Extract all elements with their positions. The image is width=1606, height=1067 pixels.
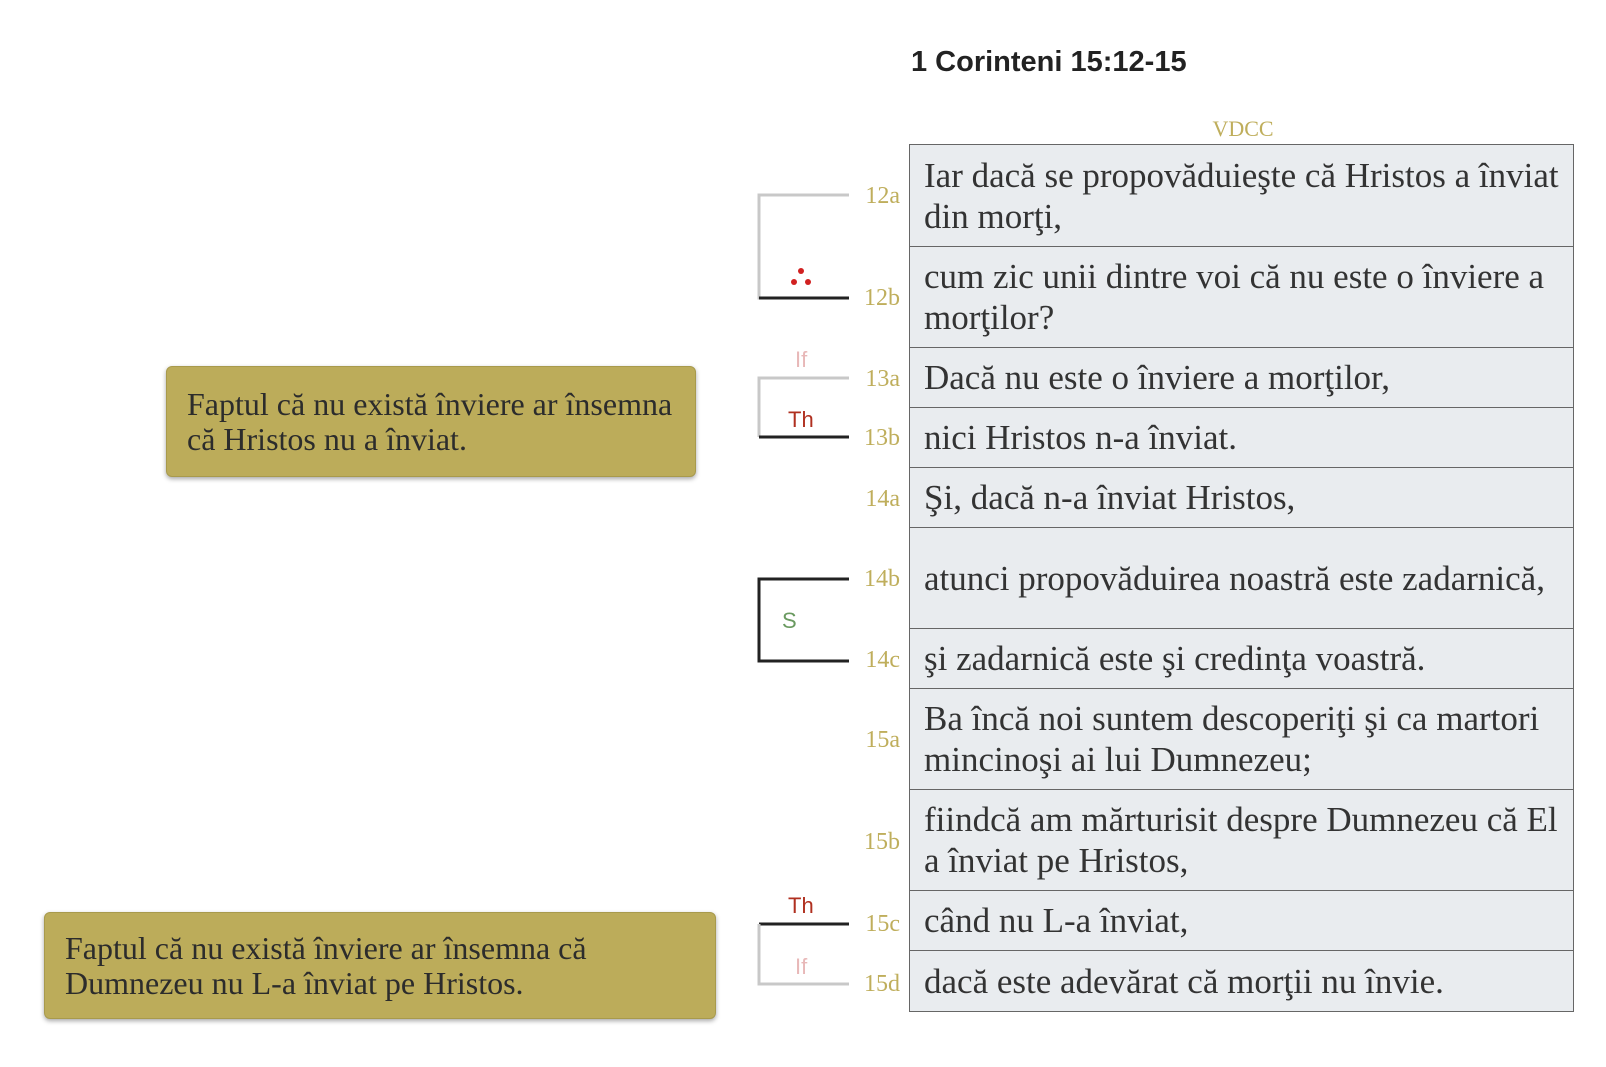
verse-ref-14c: 14c xyxy=(865,647,900,673)
series-label-14: S xyxy=(782,608,797,633)
if-label-15: If xyxy=(795,954,808,979)
verse-ref-13b: 13b xyxy=(864,425,900,451)
verse-row-15a: Ba încă noi suntem descoperiţi şi ca martori mincinoşi ai lui Dumnezeu; xyxy=(910,688,1573,789)
page-title: 1 Corinteni 15:12-15 xyxy=(911,46,1187,78)
verse-ref-13a: 13a xyxy=(865,366,900,392)
if-label-13: If xyxy=(795,347,808,372)
verse-table xyxy=(909,144,1574,1012)
verse-row-14a: Şi, dacă n-a înviat Hristos, xyxy=(910,467,1573,527)
note-13: Faptul că nu există înviere ar însemna că Hristos nu a înviat. xyxy=(166,366,696,477)
verse-ref-15b: 15b xyxy=(864,829,900,855)
verse-row-13a: Dacă nu este o înviere a morţilor, xyxy=(910,347,1573,407)
verse-ref-14a: 14a xyxy=(865,486,900,512)
verse-ref-15d: 15d xyxy=(864,971,900,997)
verse-row-12a: Iar dacă se propovăduieşte că Hristos a înviat din morţi, xyxy=(924,155,1559,236)
verse-row-12b: cum zic unii dintre voi că nu este o înviere a morţilor? xyxy=(910,246,1573,347)
verse-row-14c: şi zadarnică este şi credinţa voastră. xyxy=(910,628,1573,688)
three-dots-icon xyxy=(789,268,813,290)
then-label-13: Th xyxy=(788,407,814,432)
verse-ref-12b: 12b xyxy=(864,285,900,311)
verse-row-15b: fiindcă am mărturisit despre Dumnezeu că El a înviat pe Hristos, xyxy=(910,789,1573,890)
verse-ref-12a: 12a xyxy=(865,183,900,209)
verse-row-13b: nici Hristos n-a înviat. xyxy=(910,407,1573,467)
bracket-14 xyxy=(759,579,849,661)
version-label: VDCC xyxy=(1212,116,1274,141)
verse-ref-15a: 15a xyxy=(865,727,900,753)
verse-row-15c: când nu L-a înviat, xyxy=(910,890,1573,950)
verse-ref-14b: 14b xyxy=(864,566,900,592)
verse-ref-15c: 15c xyxy=(865,911,900,937)
verse-row-15d: dacă este adevărat că morţii nu învie. xyxy=(910,950,1573,1011)
note-15: Faptul că nu există înviere ar însemna că Dumnezeu nu L-a înviat pe Hristos. xyxy=(44,912,716,1019)
verse-row-14b: atunci propovăduirea noastră este zadarnică, xyxy=(910,527,1573,628)
then-label-15: Th xyxy=(788,893,814,918)
